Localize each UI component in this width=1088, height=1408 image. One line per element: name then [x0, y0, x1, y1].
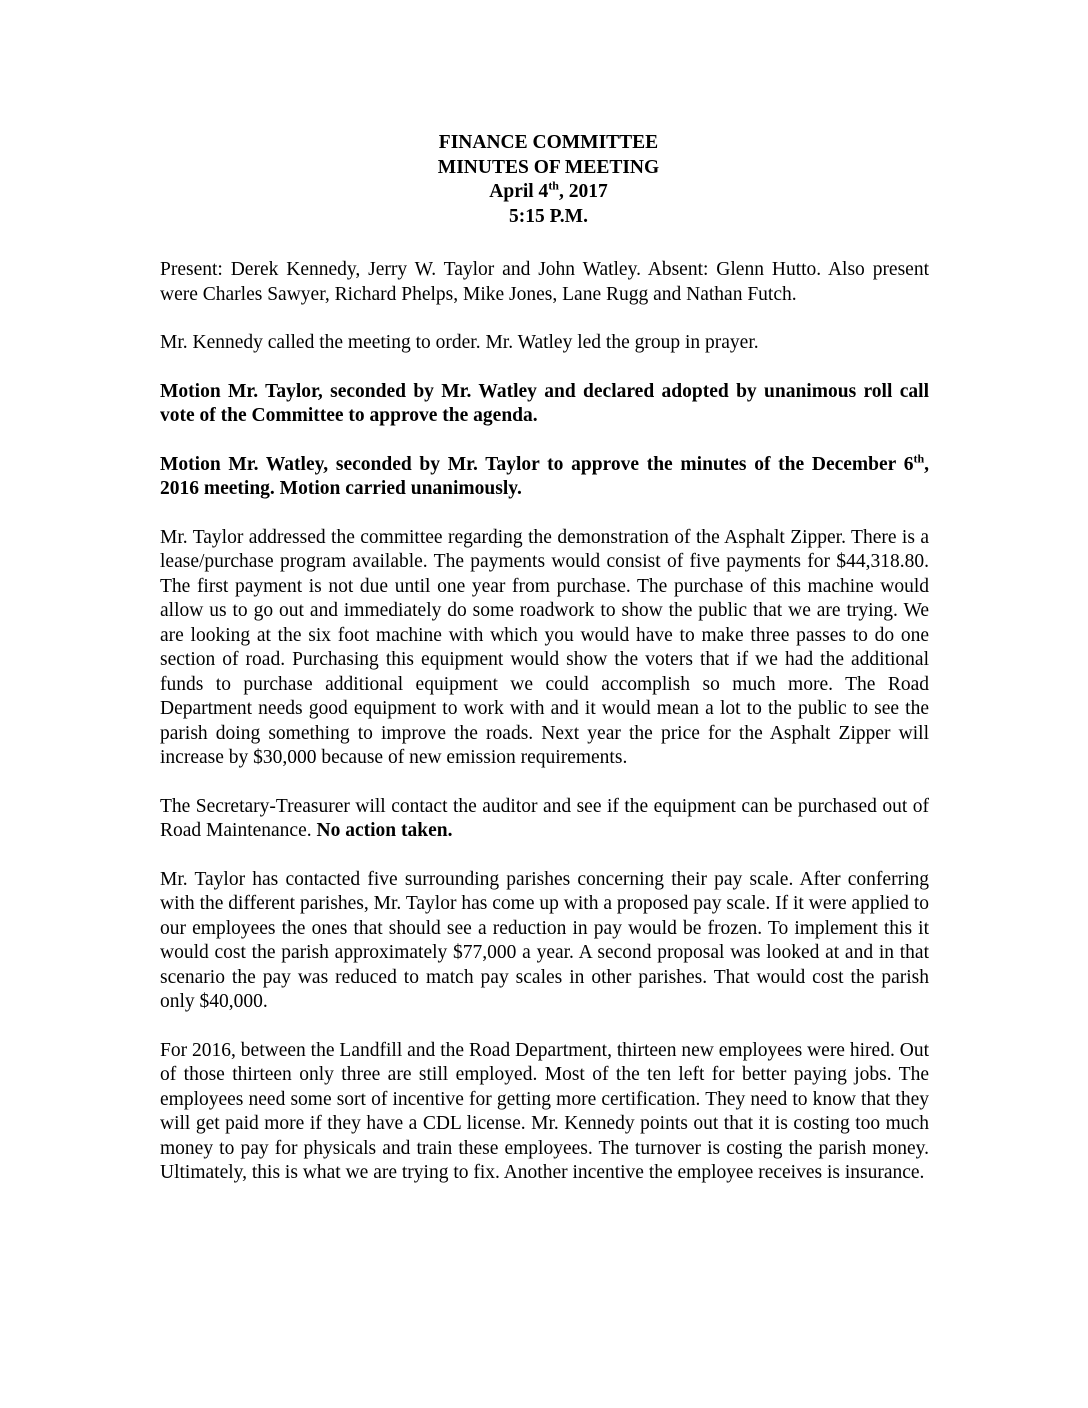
document-header	[168, 131, 929, 229]
motion-agenda-paragraph: Motion Mr. Taylor, seconded by Mr. Watley and declared adopted by unanimous roll call vote of the Committee to approve the agenda.	[160, 380, 929, 426]
motion-minutes-paragraph: Motion Mr. Watley, seconded by Mr. Taylor to approve the minutes of the December 6th, 2016 meeting. Motion carried unanimously.	[160, 451, 929, 499]
header-time: 5:15 P.M.	[509, 205, 588, 227]
header-title: FINANCE COMMITTEE	[438, 132, 659, 153]
no-action-label: No action taken.	[316, 820, 453, 841]
call-to-order-paragraph: Mr. Kennedy called the meeting to order. Mr. Watley led the group in prayer.	[160, 332, 759, 353]
header-subtitle: MINUTES OF MEETING	[437, 156, 660, 178]
header-date: April 4th, 2017	[489, 178, 608, 202]
asphalt-zipper-paragraph: Mr. Taylor addressed the committee regarding the demonstration of the Asphalt Zipper. There is a lease/purchase program available. The payments would consist of five payments for $44,318.80. The first payment is not due until one year from purchase. The purchase of this machine would allow us to go out and immediately do some roadwork to show the public that we are trying. We are looking at the six foot machine with which you would have to make three passes to do one section of road. Purchasing this equipment would show the voters that if we had the additional funds to purchase additional equipment we could accomplish so much more. The Road Department needs good equipment to work with and it would mean a lot to the public to see the parish doing something to improve the roads. Next year the price for the Asphalt Zipper will increase by $30,000 because of new emission requirements.	[160, 526, 929, 768]
pay-scale-paragraph: Mr. Taylor has contacted five surrounding parishes concerning their pay scale. After conferring with the different parishes, Mr. Taylor has come up with a proposed pay scale. If it were applied to our employees the ones that should see a reduction in pay would be frozen. To implement this it would cost the parish approximately $77,000 a year. A second proposal was looked at and in that scenario the pay was reduced to match pay scales in other parishes. That would cost the parish only $40,000.	[160, 868, 929, 1012]
attendance-paragraph: Present: Derek Kennedy, Jerry W. Taylor and John Watley. Absent: Glenn Hutto. Also present were Charles Sawyer, Richard Phelps, Mike Jones, Lane Rugg and Nathan Futch.	[160, 259, 929, 305]
document-page	[160, 131, 929, 1186]
employees-paragraph: For 2016, between the Landfill and the Road Department, thirteen new employees were hired. Out of those thirteen only three are still employed. Most of the ten left for better paying jobs. The employees need some sort of incentive for getting more certification. They need to know that they will get paid more if they have a CDL license. Mr. Kennedy points out that it is costing too much money to pay for physicals and train these employees. The turnover is costing the parish money. Ultimately, this is what we are trying to fix. Another incentive the employee receives is insurance.	[160, 1039, 929, 1183]
secretary-paragraph: The Secretary-Treasurer will contact the auditor and see if the equipment can be purchased out of Road Maintenance. No action taken.	[160, 795, 929, 841]
